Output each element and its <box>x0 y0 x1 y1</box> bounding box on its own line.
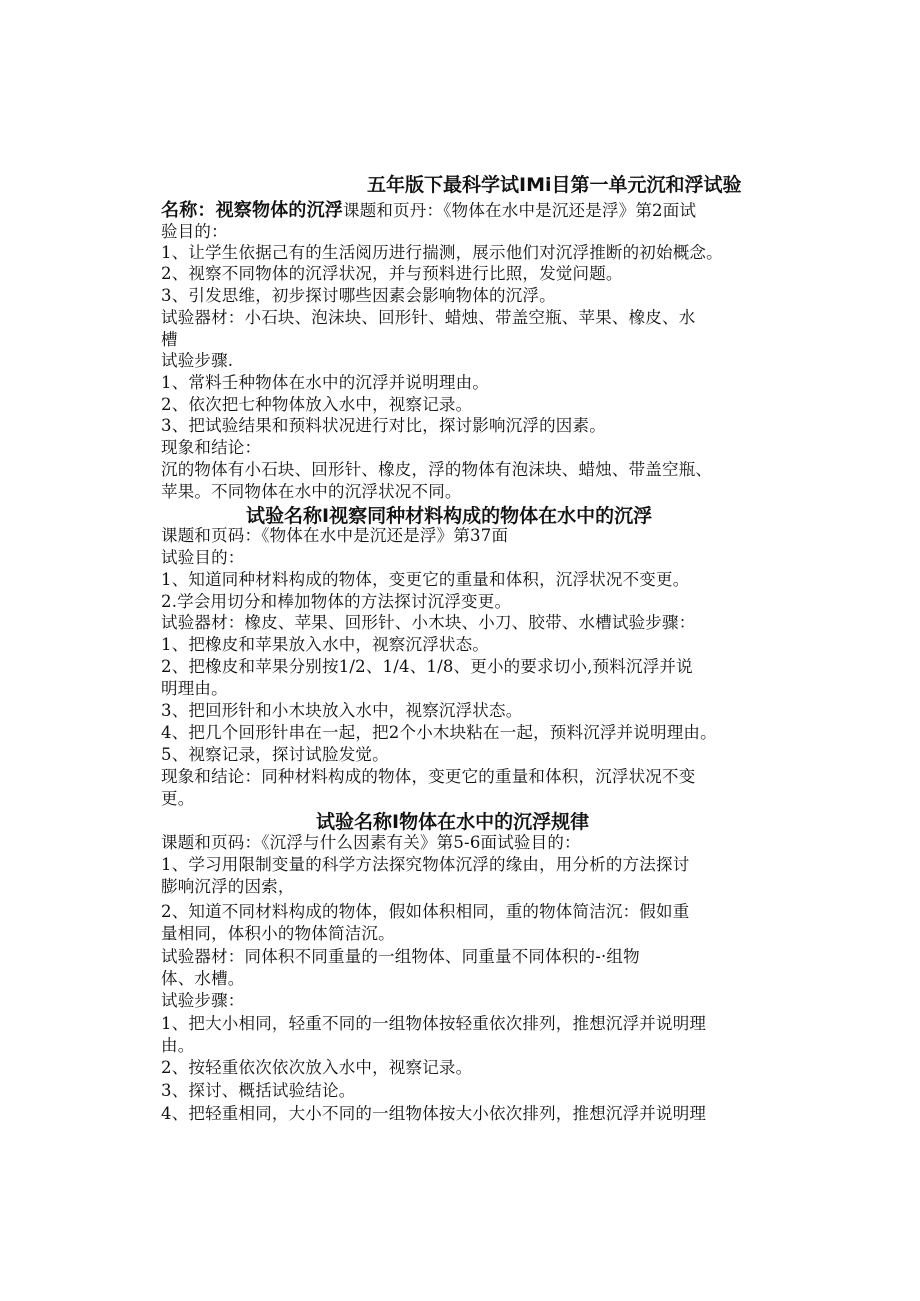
text-line: 2、视察不同物体的沉浮状况，并与预料进行比照，发觉问题。 <box>161 264 623 283</box>
text-line: 4、把几个回形针串在一起，把2个小木块粘在一起，预料沉浮并说明理由。 <box>161 723 717 742</box>
text-line: 课题和页码：《沉浮与什么因素有关》第5-6面试验目的： <box>161 833 581 852</box>
text-line: 量相同，体积小的物体简洁沉。 <box>161 924 395 943</box>
text-line: 1、把橡皮和苹果放入水中，视察沉浮状态。 <box>161 635 489 654</box>
text-line: 课题和页码：《物体在水中是沉还是浮》第37面 <box>161 526 509 545</box>
text-line: 体、水槽。 <box>161 969 245 988</box>
text-line: 试验器材：橡皮、苹果、回形针、小木块、小刀、胶带、水槽试验步骤： <box>161 613 696 632</box>
section3-heading: 试验名称I物体在水中的沉浮规律 <box>316 811 590 833</box>
text-line: 5、视察记录，探讨试脸发觉。 <box>161 745 389 764</box>
text-line: 苹果。不同物体在水中的沉浮状况不同。 <box>161 482 462 501</box>
text-line: 1、学习用限制变量的科学方法探究物体沉浮的缘由，用分析的方法探讨 <box>161 855 690 874</box>
text-line: 试验器材：同体积不同重量的一组物体、同重量不同体积的-·组物 <box>161 947 640 966</box>
text-line: 试验步骤. <box>161 351 234 370</box>
text-line: 试验目的： <box>161 548 245 567</box>
text-line: 2、把橡皮和苹果分别按1/2、1/4、1/8、更小的要求切小,预料沉浮并说 <box>161 657 693 676</box>
text-line: 现象和结论： <box>161 438 262 457</box>
text-line: 4、把轻重相同，大小不同的一组物体按大小依次排列，推想沉浮并说明理 <box>161 1104 707 1123</box>
section1-name-line <box>161 199 696 223</box>
text-line: 试验器材：小石块、泡沫块、回形针、蜡烛、带盖空瓶、苹果、橡皮、水 <box>161 308 696 327</box>
text-line: 试验步骤： <box>161 991 245 1010</box>
text-line: 1、常料壬种物体在水中的沉浮并说明理由。 <box>161 373 489 392</box>
document-title: 五年版下最科学试IMi目第一单元沉和浮试验 <box>367 174 742 196</box>
text-line: 3、把试验结果和预料状况进行对比，探讨影响沉浮的因素。 <box>161 416 606 435</box>
text-line: 现象和结论：同种材料构成的物体，变更它的重量和体积，沉浮状况不变 <box>161 767 696 786</box>
text-line: 膨响沉浮的因索， <box>161 877 295 896</box>
text-line: 2、按轻重依次依次放入水中，视察记录。 <box>161 1058 473 1077</box>
text-line: 2.学会用切分和棒加物体的方法探讨沉浮变更。 <box>161 592 512 611</box>
text-line: 1、知道同种材料构成的物体，变更它的重量和体积，沉浮状况不变更。 <box>161 570 690 589</box>
text-line: 2、知道不同材料构成的物体，假如体积相同，重的物体简洁沉：假如重 <box>161 902 690 921</box>
text-line: 1、让学生依据己有的生活阅历进行揣测，展示他们对沉浮推断的初始概念。 <box>161 243 723 262</box>
text-line: 由。 <box>161 1036 195 1055</box>
text-line: 1、把大小相同，轻重不同的一组物体按轻重依次排列，推想沉浮并说明理 <box>161 1014 707 1033</box>
section2-heading: 试验名称I视察同种材料构成的物体在水中的沉浮 <box>246 505 653 527</box>
section1-name-label: 名称：视察物体的沉浮 <box>161 200 343 221</box>
text-line: 2、依次把七种物体放入水中，视察记录。 <box>161 395 473 414</box>
text-line: 更。 <box>161 789 195 808</box>
text-line: 沉的物体有小石块、回形针、橡皮，浮的物体有泡沫块、蜡烛、带盖空瓶、 <box>161 460 713 479</box>
text-line: 3、把回形针和小木块放入水中，视察沉浮状态。 <box>161 701 523 720</box>
text-line: 明理由。 <box>161 679 228 698</box>
section1-name-rest: 课题和页丹：《物体在水中是沉还是浮》第2面试 <box>343 201 697 220</box>
text-line: 3、引发思维，初步探讨哪些因素会影响物体的沉浮。 <box>161 286 556 305</box>
text-line: 3、探讨、概括试验结论。 <box>161 1081 356 1100</box>
text-line: 验目的： <box>161 222 228 241</box>
text-line: 槽 <box>161 330 178 349</box>
